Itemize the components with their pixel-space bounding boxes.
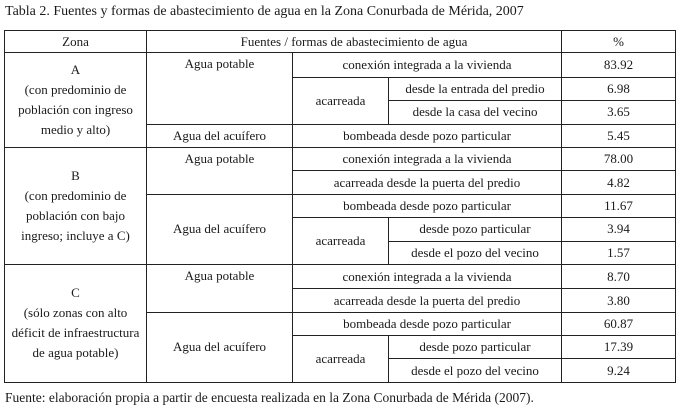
zone-b-pozo: desde pozo particular (389, 218, 562, 241)
zone-a-vecino-pct: 3.65 (562, 101, 676, 124)
table-row (5, 53, 676, 77)
zone-a-letter: A (70, 62, 81, 78)
zone-b-conexion-pct: 78.00 (562, 147, 676, 170)
zone-b-puerta: acarreada desde la puerta del predio (293, 171, 562, 194)
zone-c-puerta: acarreada desde la puerta del predio (293, 289, 562, 312)
zone-a-entrada-pct: 6.98 (562, 77, 676, 100)
header-row (5, 31, 676, 53)
zone-c-pozo-pct: 17.39 (562, 336, 676, 359)
zone-a-entrada: desde la entrada del predio (389, 77, 562, 100)
zone-a-acarreada: acarreada (293, 77, 389, 124)
zone-a-conexion-pct: 83.92 (562, 53, 676, 77)
zone-a-agua-potable: Agua potable (147, 53, 293, 124)
zone-a-bombeada: bombeada desde pozo particular (293, 124, 562, 147)
water-supply-table (4, 30, 676, 383)
zone-a-acuifero: Agua del acuífero (147, 124, 293, 147)
table-row (5, 147, 676, 170)
zone-c-conexion-pct: 8.70 (562, 264, 676, 288)
zone-b-pozo-vecino: desde el pozo del vecino (389, 241, 562, 264)
zone-b-acuifero: Agua del acuífero (147, 194, 293, 264)
zone-b-puerta-pct: 4.82 (562, 171, 676, 194)
zone-c-acarreada: acarreada (293, 336, 389, 383)
zone-a-bombeada-pct: 5.45 (562, 124, 676, 147)
table-caption: Tabla 2. Fuentes y formas de abastecimiento de agua en la Zona Conurbada de Mérida, 2007 (5, 4, 524, 19)
zone-b-conexion: conexión integrada a la vivienda (293, 147, 562, 170)
zone-b-bombeada: bombeada desde pozo particular (293, 194, 562, 217)
zone-b-letter: B (71, 167, 80, 183)
zone-c-pozo-vecino: desde el pozo del vecino (389, 359, 562, 383)
header-zona: Zona (5, 31, 147, 53)
zone-c-puerta-pct: 3.80 (562, 289, 676, 312)
source-note: Fuente: elaboración propia a partir de encuesta realizada en la Zona Conurbada de Mérida (2007). (5, 390, 534, 405)
header-fuentes: Fuentes / formas de abastecimiento de agua (147, 31, 562, 53)
zone-c-pozo-vecino-pct: 9.24 (562, 359, 676, 383)
zone-a-desc: (con predominio de población con ingreso medio y alto) (18, 82, 133, 138)
zone-b-agua-potable: Agua potable (147, 147, 293, 194)
zone-c-agua-potable: Agua potable (147, 264, 293, 312)
zone-c-desc: (sólo zonas con alto déficit de infraestructura de agua potable) (11, 305, 140, 361)
zone-b-cell (5, 147, 147, 264)
zone-c-bombeada-pct: 60.87 (562, 312, 676, 335)
zone-a-vecino: desde la casa del vecino (389, 101, 562, 124)
zone-c-bombeada: bombeada desde pozo particular (293, 312, 562, 335)
zone-b-pozo-pct: 3.94 (562, 218, 676, 241)
zone-b-desc: (con predominio de población con bajo ingreso; incluye a C) (21, 187, 130, 243)
table-row (5, 264, 676, 288)
zone-c-pozo: desde pozo particular (389, 336, 562, 359)
zone-b-acarreada: acarreada (293, 218, 389, 265)
zone-c-cell (5, 264, 147, 382)
zone-c-conexion: conexión integrada a la vivienda (293, 264, 562, 288)
zone-c-acuifero: Agua del acuífero (147, 312, 293, 382)
zone-b-pozo-vecino-pct: 1.57 (562, 241, 676, 264)
zone-b-bombeada-pct: 11.67 (562, 194, 676, 217)
zone-a-cell (5, 53, 147, 148)
header-pct: % (562, 31, 676, 53)
zone-c-letter: C (71, 285, 80, 301)
zone-a-conexion: conexión integrada a la vivienda (293, 53, 562, 77)
